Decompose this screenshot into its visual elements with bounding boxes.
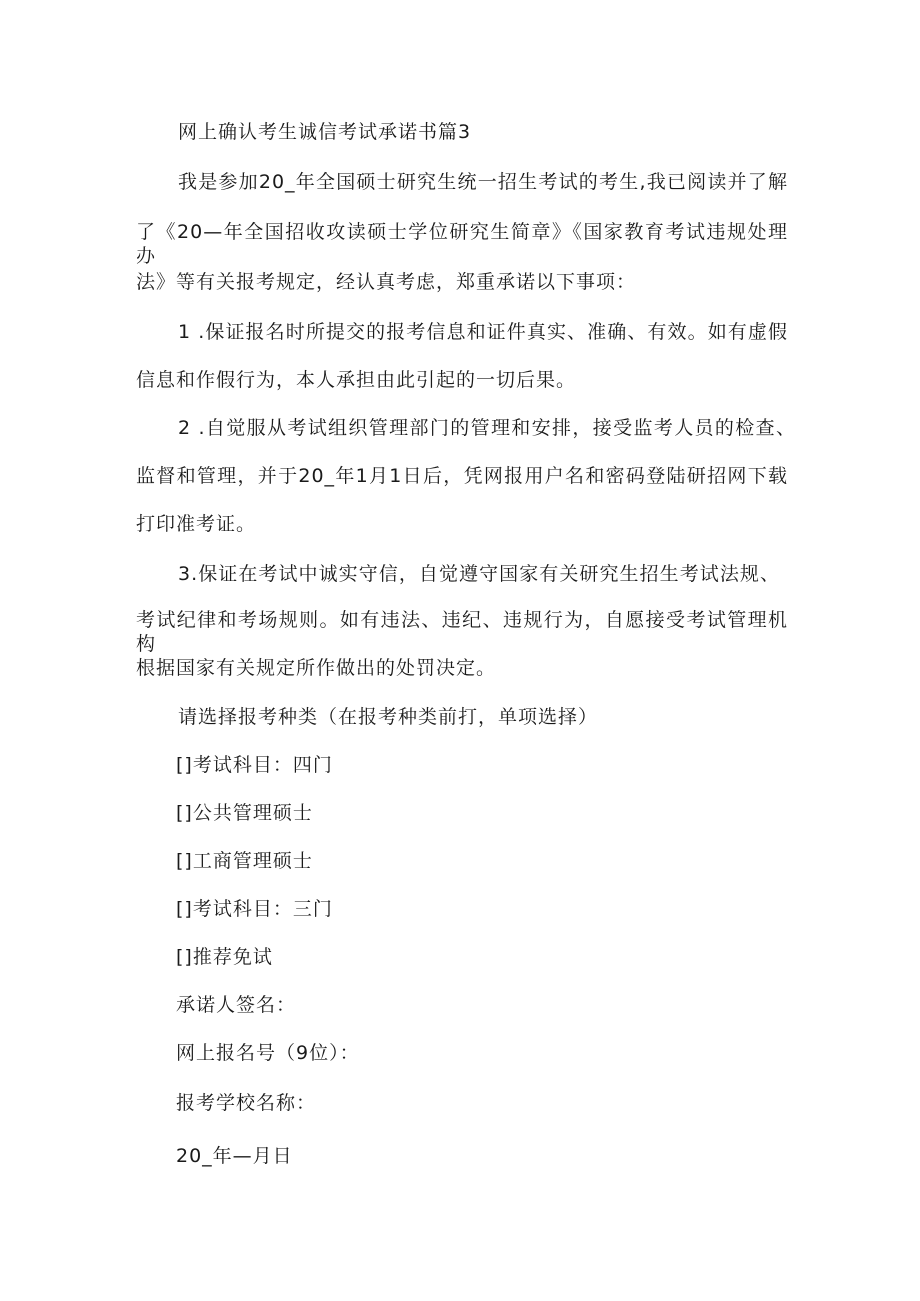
paragraph-1-line-3: 法》等有关报考规定，经认真考虑，郑重承诺以下事项： — [136, 271, 637, 293]
option-recommended-exemption: []推荐免试 — [176, 946, 273, 968]
paragraph-3-line-3: 打印准考证。 — [136, 513, 257, 535]
option-public-administration: []公共管理硕士 — [176, 802, 313, 824]
document-title: 网上确认考生诚信考试承诺书篇3 — [178, 121, 472, 143]
paragraph-2-line-1: 1 .保证报名时所提交的报考信息和证件真实、准确、有效。如有虚假 — [178, 321, 788, 343]
paragraph-3-line-2: 监督和管理，并于20_年1月1日后，凭网报用户名和密码登陆研招网下载 — [136, 465, 788, 487]
date-label: 20_年—月日 — [176, 1145, 293, 1167]
paragraph-1-line-1: 我是参加20_年全国硕士研究生统一招生考试的考生,我已阅读并了解 — [178, 171, 788, 193]
paragraph-1-line-2: 了《20—年全国招收攻读硕士学位研究生简章》《国家教育考试违规处理办 — [136, 221, 788, 267]
school-name-label: 报考学校名称： — [176, 1092, 317, 1114]
option-four-subjects: []考试科目：四门 — [176, 754, 333, 776]
paragraph-4-line-2: 考试纪律和考场规则。如有违法、违纪、违规行为，自愿接受考试管理机构 — [136, 609, 788, 655]
paragraph-2-line-2: 信息和作假行为，本人承担由此引起的一切后果。 — [136, 369, 577, 391]
option-business-administration: []工商管理硕士 — [176, 850, 313, 872]
option-three-subjects: []考试科目：三门 — [176, 898, 333, 920]
signature-label: 承诺人签名： — [176, 994, 297, 1016]
paragraph-3-line-1: 2 .自觉服从考试组织管理部门的管理和安排，接受监考人员的检查、 — [178, 417, 796, 439]
paragraph-4-line-3: 根据国家有关规定所作做出的处罚决定。 — [136, 657, 497, 679]
paragraph-4-line-1: 3.保证在考试中诚实守信，自觉遵守国家有关研究生招生考试法规、 — [178, 563, 780, 585]
choose-type-prompt: 请选择报考种类（在报考种类前打，单项选择） — [178, 706, 599, 728]
registration-number-label: 网上报名号（9位）： — [176, 1042, 360, 1064]
